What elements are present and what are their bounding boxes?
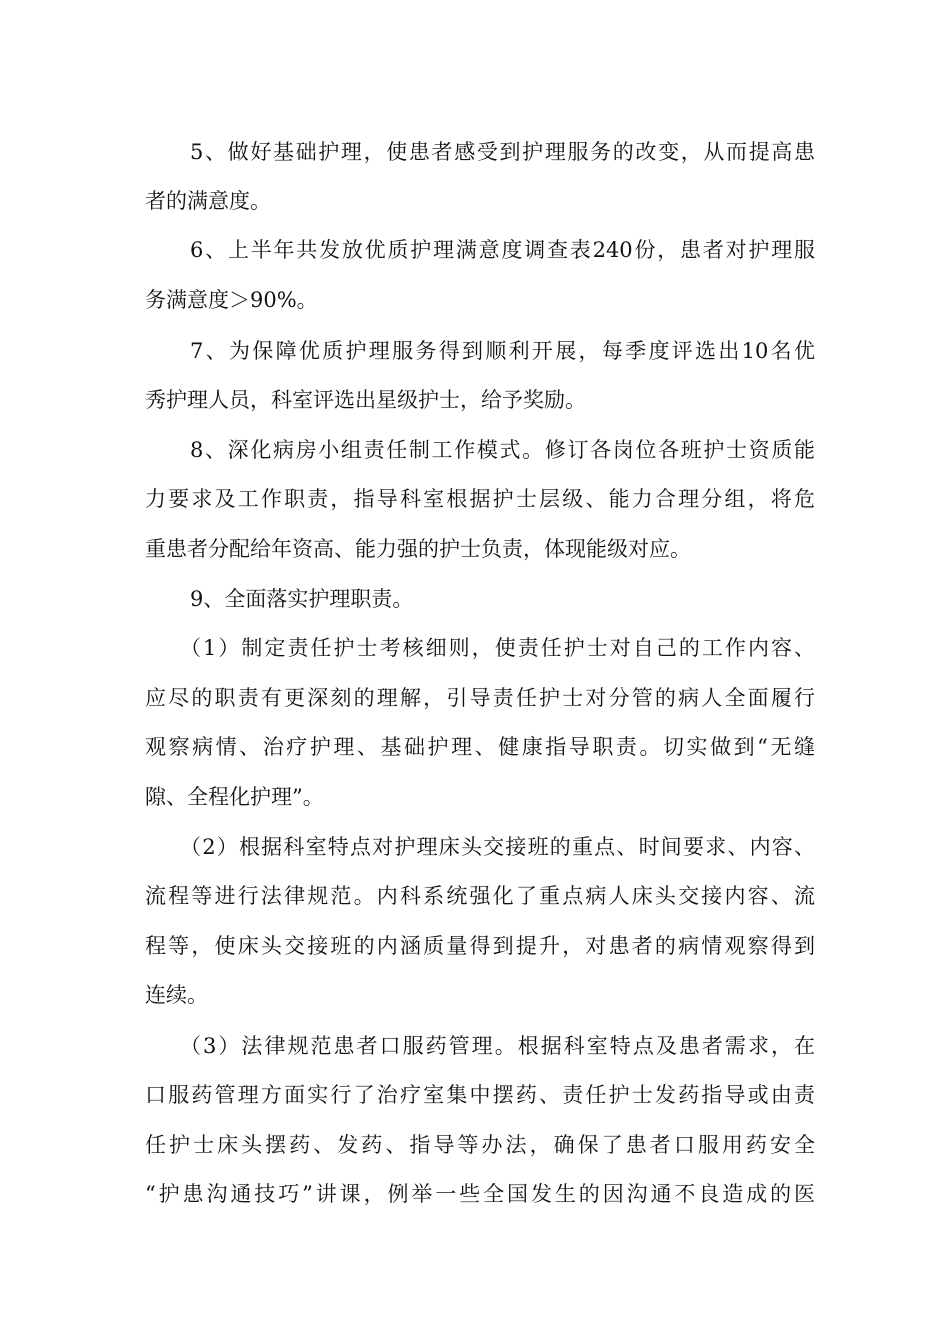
- text-line: 力要求及工作职责，指导科室根据护士层级、能力合理分组，将危: [145, 487, 815, 511]
- text-line: 任护士床头摆药、发药、指导等办法，确保了患者口服用药安全: [145, 1133, 815, 1157]
- text-line: 者的满意度。: [145, 189, 271, 213]
- text-line: 程等，使床头交接班的内涵质量得到提升，对患者的病情观察得到: [145, 934, 815, 958]
- text-line: 7、为保障优质护理服务得到顺利开展，每季度评选出10名优: [190, 339, 815, 363]
- text-line: （2）根据科室特点对护理床头交接班的重点、时间要求、内容、: [180, 835, 815, 859]
- text-line: 6、上半年共发放优质护理满意度调查表240份，患者对护理服: [190, 238, 815, 262]
- text-line: （1）制定责任护士考核细则，使责任护士对自己的工作内容、: [180, 636, 815, 660]
- text-line: 9、全面落实护理职责。: [190, 587, 414, 611]
- text-line: 应尽的职责有更深刻的理解，引导责任护士对分管的病人全面履行: [145, 686, 815, 710]
- text-line: “护患沟通技巧”讲课，例举一些全国发生的因沟通不良造成的医: [145, 1182, 815, 1206]
- text-line: 观察病情、治疗护理、基础护理、健康指导职责。切实做到“无缝: [145, 735, 815, 759]
- text-line: 流程等进行法律规范。内科系统强化了重点病人床头交接内容、流: [145, 884, 815, 908]
- text-line: （3）法律规范患者口服药管理。根据科室特点及患者需求，在: [180, 1034, 815, 1058]
- text-line: 务满意度＞90%。: [145, 288, 318, 312]
- text-line: 8、深化病房小组责任制工作模式。修订各岗位各班护士资质能: [190, 438, 815, 462]
- text-line: 连续。: [145, 983, 208, 1007]
- text-line: 重患者分配给年资高、能力强的护士负责，体现能级对应。: [145, 537, 691, 561]
- text-line: 秀护理人员，科室评选出星级护士，给予奖励。: [145, 388, 586, 412]
- text-line: 隙、全程化护理”。: [145, 785, 324, 809]
- text-line: 口服药管理方面实行了治疗室集中摆药、责任护士发药指导或由责: [145, 1083, 815, 1107]
- text-line: 5、做好基础护理，使患者感受到护理服务的改变，从而提高患: [190, 140, 815, 164]
